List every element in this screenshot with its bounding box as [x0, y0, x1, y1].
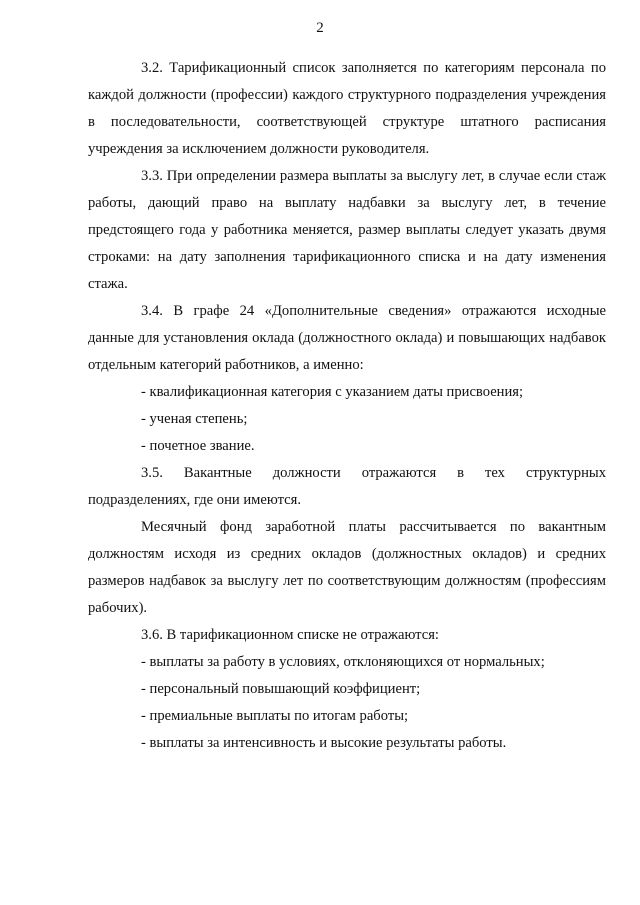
list-item-intensity-payments: - выплаты за интенсивность и высокие результаты работы. — [141, 735, 507, 751]
list-item-bonus-payments: - премиальные выплаты по итогам работы; — [141, 708, 409, 724]
list-item-qualification-category: - квалификационная категория с указанием даты присвоения; — [141, 384, 524, 400]
list-item-academic-degree: - ученая степень; — [141, 411, 248, 427]
document-body — [88, 55, 606, 757]
list-item-personal-coefficient: - персональный повышающий коэффициент; — [141, 681, 421, 697]
paragraph-3-5: 3.5. Вакантные должности отражаются в тех структурных подразделениях, где они имеются. — [88, 465, 606, 508]
paragraph-3-3: 3.3. При определении размера выплаты за выслугу лет, в случае если стаж работы, дающий право на выплату надбавки за выслугу лет, в течение предстоящего года у работника меняется, размер выплаты следует указать двумя строками: на дату заполнения тарификационного списка и на дату изменения стажа. — [88, 168, 606, 292]
paragraph-3-2: 3.2. Тарификационный список заполняется по категориям персонала по каждой должности (профессии) каждого структурного подразделения учреждения в последовательности, соответствующей структуре штатного расписания учреждения за исключением должности руководителя. — [88, 60, 606, 157]
paragraph-3-4: 3.4. В графе 24 «Дополнительные сведения» отражаются исходные данные для установления оклада (должностного оклада) и повышающих надбавок отдельным категорий работников, а именно: — [88, 303, 606, 373]
paragraph-3-6: 3.6. В тарификационном списке не отражаются: — [141, 627, 439, 643]
paragraph-monthly-fund: Месячный фонд заработной платы рассчитывается по вакантным должностям исходя из средних окладов (должностных окладов) и средних размеров надбавок за выслугу лет по соответствующим должностям (профессиям рабочих). — [88, 519, 606, 616]
page-number: 2 — [316, 20, 324, 36]
list-item-abnormal-conditions: - выплаты за работу в условиях, отклоняющихся от нормальных; — [141, 654, 545, 670]
list-item-honorary-title: - почетное звание. — [141, 438, 255, 454]
